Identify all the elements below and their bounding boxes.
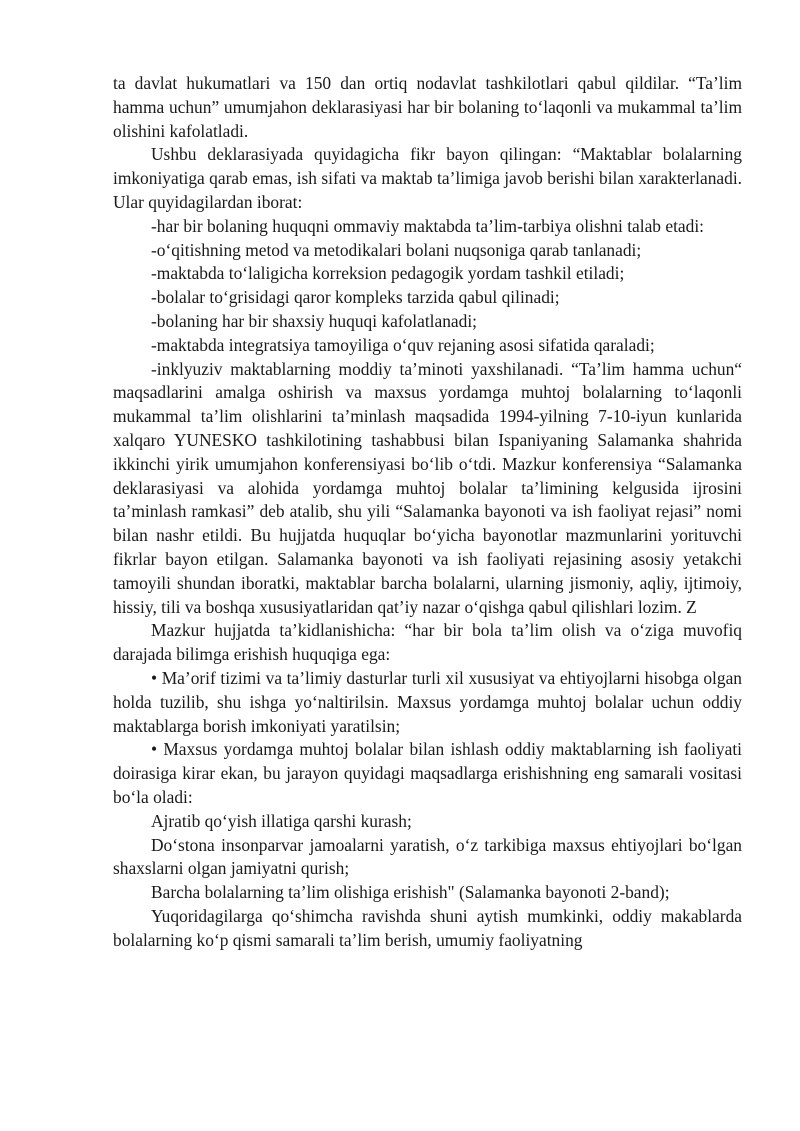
list-item: -bolalar to‘grisidagi qaror kompleks tarzida qabul qilinadi; [151,287,560,308]
list-item: -bolaning har bir shaxsiy huquqi kafolatlanadi; [151,310,477,331]
list-item: -maktabda to‘laligicha korreksion pedagogik yordam tashkil etiladi; [151,263,625,284]
document-page [113,72,742,952]
bullet-item: • Maxsus yordamga muhtoj bolalar bilan ishlash oddiy maktablarning ish faoliyati doirasiga kirar ekan, bu jarayon quyidagi maqsadlarga erishishning eng samarali vositasi bo‘la oladi: [113,739,742,807]
paragraph: ta davlat hukumatlari va 150 dan ortiq nodavlat tashkilotlari qabul qildilar. “Ta’lim hamma uchun” umumjahon deklarasiyasi har bir bolaning to‘laqonli va mukammal ta’lim olishini kafolatladi. [113,73,742,141]
bullet-item: • Ma’orif tizimi va ta’limiy dasturlar turli xil xususiyat va ehtiyojlarni hisobga olgan holda tuzilib, shu ishga yo‘naltirilsin. Maxsus yordamga muhtoj bolalar uchun oddiy maktablarga borish imkoniyati yaratilsin; [113,667,742,736]
paragraph: Mazkur hujjatda ta’kidlanishicha: “har bir bola ta’lim olish va o‘ziga muvofiq darajada bilimga erishish huquqiga ega: [113,620,742,665]
paragraph: Yuqoridagilarga qo‘shimcha ravishda shuni aytish mumkinki, oddiy makablarda bolalarning ko‘p qismi samarali ta’lim berish, umumiy faoliyatning [113,905,742,950]
list-item: -inklyuziv maktablarning moddiy ta’minoti yaxshilanadi. “Ta’lim hamma uchun“ maqsadlarini amalga oshirish va maxsus yordamga muhtoj bolalarning to‘laqonli mukammal ta’lim olishlarini ta’minlash maqsadida 1994-yilning 7-10-iyun kunlarida xalqaro YUNESKO tashkilotining tashabbusi bilan Ispaniyaning Salamanka shahrida ikkinchi yirik umumjahon konferensiyasi bo‘lib o‘tdi. Mazkur konferensiya “Salamanka deklarasiyasi va alohida yordamga muhtoj bolalar ta’limining kelgusida ijrosini ta’minlash ramkasi” deb atalib, shu yili “Salamanka bayonoti va ish faoliyat rejasi” nomi bilan nashr etildi. Bu hujjatda huquqlar bo‘yicha bayonotlar mazmunlarini yorituvchi fikrlar bayon etilgan. Salamanka bayonoti va ish faoliyati rejasining asosiy yetakchi tamoyili shundan iboratki, maktablar barcha bolalarni, ularning jismoniy, aqliy, ijtimoiy, hissiy, tili va boshqa xususiyatlaridan qat’iy nazar o‘qishga qabul qilishlari lozim. Z [113,358,742,617]
paragraph: Ushbu deklarasiyada quyidagicha fikr bayon qilingan: “Maktablar bolalarning imkoniyatiga qarab emas, ish sifati va maktab ta’limiga javob berishi bilan xarakterlanadi. Ular quyidagilardan iborat: [113,144,742,212]
paragraph: Barcha bolalarning ta’lim olishiga erishish" (Salamanka bayonoti 2-band); [151,882,670,903]
list-item: -har bir bolaning huquqni ommaviy maktabda ta’lim-tarbiya olishni talab etadi: [151,215,704,236]
paragraph: Ajratib qo‘yish illatiga qarshi kurash; [151,810,412,831]
list-item: -o‘qitishning metod va metodikalari bolani nuqsoniga qarab tanlanadi; [151,239,642,260]
list-item: -maktabda integratsiya tamoyiliga o‘quv rejaning asosi sifatida qaraladi; [151,334,655,355]
paragraph: Do‘stona insonparvar jamoalarni yaratish, o‘z tarkibiga maxsus ehtiyojlari bo‘lgan shaxslarni olgan jamiyatni qurish; [113,834,742,879]
